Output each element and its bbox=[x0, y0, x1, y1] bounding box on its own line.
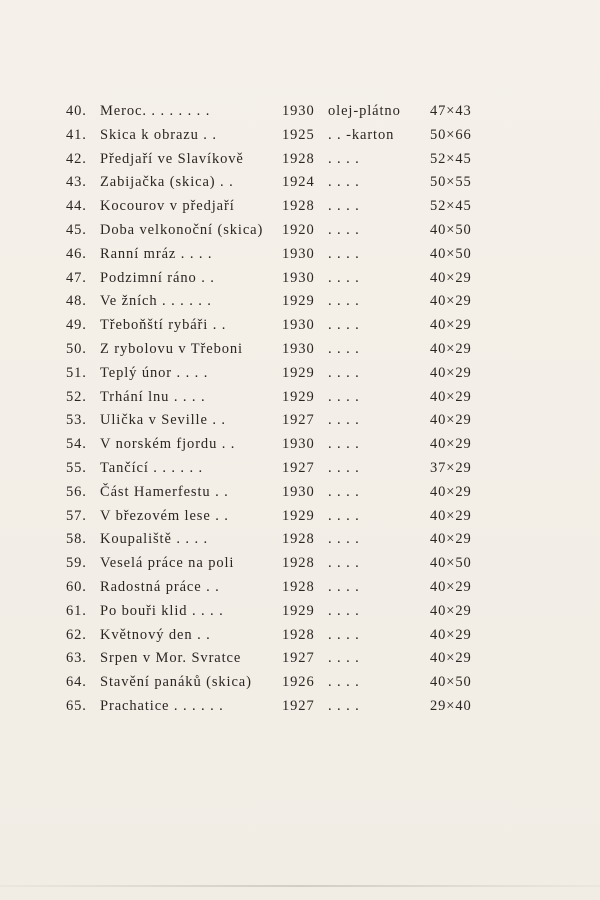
painting-title: Zabijačka (skica) . . bbox=[100, 174, 234, 191]
list-item bbox=[66, 171, 506, 195]
painting-size: 37×29 bbox=[430, 459, 472, 476]
painting-year: 1930 bbox=[282, 245, 315, 262]
painting-medium: . . . . bbox=[328, 483, 360, 500]
painting-year: 1928 bbox=[282, 531, 315, 548]
list-item bbox=[66, 314, 506, 338]
painting-title: Teplý únor . . . . bbox=[100, 364, 209, 381]
painting-size: 40×50 bbox=[430, 555, 472, 572]
painting-medium: . . . . bbox=[328, 459, 360, 476]
page-bottom-edge bbox=[0, 885, 600, 887]
list-item bbox=[66, 386, 506, 410]
item-number: 40. bbox=[66, 103, 87, 119]
list-item bbox=[66, 457, 506, 481]
painting-medium: olej-plátno bbox=[328, 103, 401, 119]
painting-medium: . . -karton bbox=[328, 126, 395, 143]
painting-medium: . . . . bbox=[328, 650, 360, 667]
painting-title: Ulička v Seville . . bbox=[100, 412, 226, 429]
painting-year: 1927 bbox=[282, 650, 315, 667]
painting-list bbox=[66, 100, 506, 719]
item-number: 52. bbox=[66, 388, 87, 405]
item-number: 60. bbox=[66, 578, 87, 595]
item-number: 47. bbox=[66, 269, 87, 286]
painting-medium: . . . . bbox=[328, 578, 360, 595]
painting-size: 40×50 bbox=[430, 245, 472, 262]
painting-year: 1924 bbox=[282, 174, 315, 191]
painting-size: 40×29 bbox=[430, 531, 472, 548]
painting-size: 50×66 bbox=[430, 126, 472, 143]
painting-medium: . . . . bbox=[328, 674, 360, 691]
painting-title: Ranní mráz . . . . bbox=[100, 245, 213, 262]
painting-year: 1928 bbox=[282, 555, 315, 572]
list-item bbox=[66, 695, 506, 719]
item-number: 50. bbox=[66, 340, 87, 357]
painting-year: 1928 bbox=[282, 198, 315, 215]
item-number: 62. bbox=[66, 626, 87, 643]
painting-medium: . . . . bbox=[328, 388, 360, 405]
painting-size: 29×40 bbox=[430, 697, 472, 714]
list-item bbox=[66, 100, 506, 124]
painting-year: 1930 bbox=[282, 340, 315, 357]
painting-title: Třeboňští rybáři . . bbox=[100, 317, 227, 334]
list-item bbox=[66, 362, 506, 386]
item-number: 53. bbox=[66, 412, 87, 429]
painting-year: 1929 bbox=[282, 388, 315, 405]
painting-title: Po bouři klid . . . . bbox=[100, 602, 224, 619]
painting-year: 1929 bbox=[282, 602, 315, 619]
item-number: 49. bbox=[66, 317, 87, 334]
list-item bbox=[66, 338, 506, 362]
painting-year: 1925 bbox=[282, 126, 315, 143]
painting-medium: . . . . bbox=[328, 507, 360, 524]
painting-medium: . . . . bbox=[328, 317, 360, 334]
list-item bbox=[66, 505, 506, 529]
painting-medium: . . . . bbox=[328, 364, 360, 381]
painting-title: Stavění panáků (skica) bbox=[100, 674, 252, 691]
painting-title: Skica k obrazu . . bbox=[100, 126, 217, 143]
painting-size: 52×45 bbox=[430, 150, 472, 167]
item-number: 65. bbox=[66, 697, 87, 714]
list-item bbox=[66, 124, 506, 148]
painting-medium: . . . . bbox=[328, 198, 360, 215]
list-item bbox=[66, 600, 506, 624]
painting-title: Veselá práce na poli bbox=[100, 555, 235, 572]
painting-title: Radostná práce . . bbox=[100, 578, 220, 595]
item-number: 55. bbox=[66, 459, 87, 476]
painting-title: Trhání lnu . . . . bbox=[100, 388, 206, 405]
painting-medium: . . . . bbox=[328, 340, 360, 357]
painting-year: 1929 bbox=[282, 293, 315, 310]
painting-size: 40×29 bbox=[430, 269, 472, 286]
painting-size: 40×29 bbox=[430, 412, 472, 429]
list-item bbox=[66, 267, 506, 291]
painting-title: Ve žních . . . . . . bbox=[100, 293, 212, 310]
painting-size: 40×50 bbox=[430, 221, 472, 238]
painting-year: 1930 bbox=[282, 269, 315, 286]
painting-size: 40×50 bbox=[430, 674, 472, 691]
painting-medium: . . . . bbox=[328, 269, 360, 286]
painting-year: 1926 bbox=[282, 674, 315, 691]
item-number: 43. bbox=[66, 174, 87, 191]
painting-size: 40×29 bbox=[430, 364, 472, 381]
painting-size: 40×29 bbox=[430, 388, 472, 405]
painting-size: 40×29 bbox=[430, 293, 472, 310]
painting-title: V březovém lese . . bbox=[100, 507, 229, 524]
painting-year: 1929 bbox=[282, 507, 315, 524]
list-item bbox=[66, 195, 506, 219]
list-item bbox=[66, 624, 506, 648]
item-number: 41. bbox=[66, 126, 87, 143]
painting-medium: . . . . bbox=[328, 174, 360, 191]
painting-title: V norském fjordu . . bbox=[100, 436, 236, 453]
item-number: 44. bbox=[66, 198, 87, 215]
item-number: 54. bbox=[66, 436, 87, 453]
painting-size: 50×55 bbox=[430, 174, 472, 191]
list-item bbox=[66, 148, 506, 172]
item-number: 63. bbox=[66, 650, 87, 667]
list-item bbox=[66, 528, 506, 552]
painting-title: Kocourov v předjaří bbox=[100, 198, 235, 215]
item-number: 48. bbox=[66, 293, 87, 310]
painting-medium: . . . . bbox=[328, 221, 360, 238]
item-number: 58. bbox=[66, 531, 87, 548]
painting-title: Meroc. . . . . . . . bbox=[100, 103, 211, 119]
list-item bbox=[66, 671, 506, 695]
painting-year: 1927 bbox=[282, 412, 315, 429]
item-number: 46. bbox=[66, 245, 87, 262]
painting-title: Doba velkonoční (skica) bbox=[100, 221, 264, 238]
painting-title: Podzimní ráno . . bbox=[100, 269, 215, 286]
item-number: 45. bbox=[66, 221, 87, 238]
painting-title: Prachatice . . . . . . bbox=[100, 697, 224, 714]
list-item bbox=[66, 290, 506, 314]
painting-title: Tančící . . . . . . bbox=[100, 459, 204, 476]
item-number: 61. bbox=[66, 602, 87, 619]
painting-year: 1928 bbox=[282, 626, 315, 643]
painting-size: 40×29 bbox=[430, 317, 472, 334]
painting-year: 1930 bbox=[282, 436, 315, 453]
list-item bbox=[66, 647, 506, 671]
item-number: 59. bbox=[66, 555, 87, 572]
painting-year: 1930 bbox=[282, 483, 315, 500]
item-number: 57. bbox=[66, 507, 87, 524]
painting-title: Z rybolovu v Třeboni bbox=[100, 340, 243, 357]
painting-size: 40×29 bbox=[430, 626, 472, 643]
painting-year: 1927 bbox=[282, 697, 315, 714]
list-item bbox=[66, 552, 506, 576]
painting-title: Část Hamerfestu . . bbox=[100, 483, 229, 500]
item-number: 56. bbox=[66, 483, 87, 500]
painting-medium: . . . . bbox=[328, 531, 360, 548]
painting-year: 1920 bbox=[282, 221, 315, 238]
painting-year: 1930 bbox=[282, 317, 315, 334]
painting-size: 40×29 bbox=[430, 483, 472, 500]
painting-medium: . . . . bbox=[328, 555, 360, 572]
item-number: 51. bbox=[66, 364, 87, 381]
painting-medium: . . . . bbox=[328, 626, 360, 643]
painting-medium: . . . . bbox=[328, 293, 360, 310]
painting-year: 1930 bbox=[282, 103, 315, 119]
list-item bbox=[66, 219, 506, 243]
painting-size: 40×29 bbox=[430, 650, 472, 667]
painting-size: 40×29 bbox=[430, 436, 472, 453]
list-item bbox=[66, 576, 506, 600]
list-item bbox=[66, 243, 506, 267]
painting-year: 1928 bbox=[282, 150, 315, 167]
painting-size: 40×29 bbox=[430, 507, 472, 524]
painting-medium: . . . . bbox=[328, 436, 360, 453]
list-item bbox=[66, 433, 506, 457]
painting-title: Koupaliště . . . . bbox=[100, 531, 209, 548]
painting-year: 1927 bbox=[282, 459, 315, 476]
painting-medium: . . . . bbox=[328, 412, 360, 429]
painting-medium: . . . . bbox=[328, 150, 360, 167]
painting-title: Květnový den . . bbox=[100, 626, 211, 643]
list-item bbox=[66, 481, 506, 505]
painting-size: 40×29 bbox=[430, 578, 472, 595]
painting-medium: . . . . bbox=[328, 602, 360, 619]
painting-size: 52×45 bbox=[430, 198, 472, 215]
painting-size: 47×43 bbox=[430, 103, 472, 119]
painting-year: 1928 bbox=[282, 578, 315, 595]
painting-medium: . . . . bbox=[328, 697, 360, 714]
painting-year: 1929 bbox=[282, 364, 315, 381]
item-number: 64. bbox=[66, 674, 87, 691]
list-item bbox=[66, 409, 506, 433]
item-number: 42. bbox=[66, 150, 87, 167]
painting-size: 40×29 bbox=[430, 340, 472, 357]
painting-title: Předjaří ve Slavíkově bbox=[100, 150, 244, 167]
painting-size: 40×29 bbox=[430, 602, 472, 619]
painting-title: Srpen v Mor. Svratce bbox=[100, 650, 242, 667]
painting-medium: . . . . bbox=[328, 245, 360, 262]
